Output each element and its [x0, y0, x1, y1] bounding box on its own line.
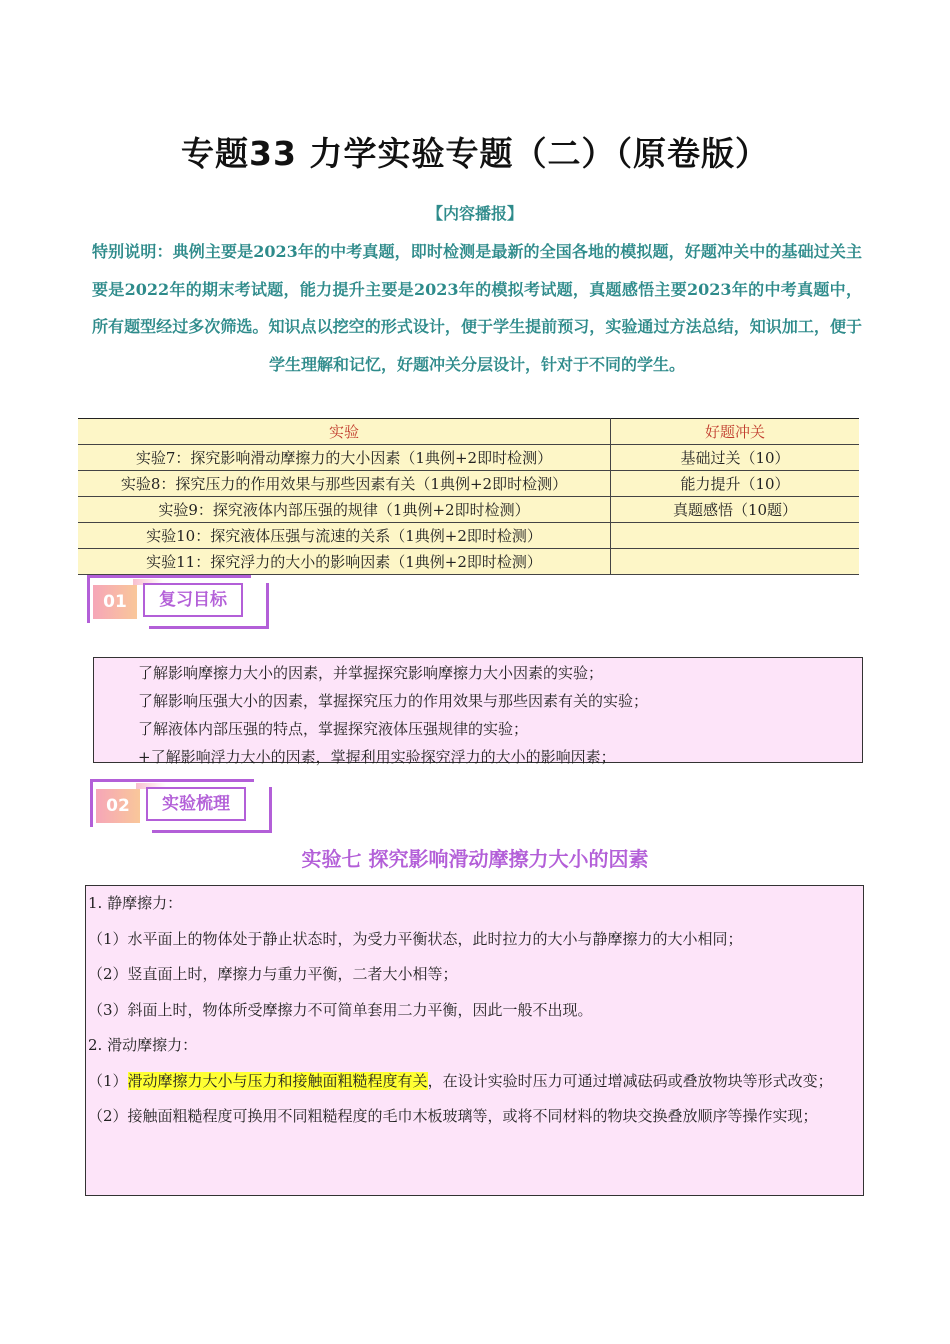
section-badge-review-goals [93, 575, 273, 630]
content-line-prefix: （1） [88, 1071, 128, 1090]
section-label: 实验梳理 [146, 787, 246, 821]
goal-item: 了解影响压强大小的因素，掌握探究压力的作用效果与那些因素有关的实验； [138, 692, 649, 710]
content-line-suffix: ，在设计实验时压力可通过增减砝码或叠放物块等形式改变； [427, 1071, 833, 1090]
section-number: 02 [96, 789, 140, 823]
table-cell: 实验8：探究压力的作用效果与那些因素有关（1典例+2即时检测） [78, 471, 611, 497]
special-note: 特别说明：典例主要是2023年的中考真题，即时检测是最新的全国各地的模拟题，好题冲关中的基础过关主要是2022年的期末考试题，能力提升主要是2023年的模拟考试题，真题感悟主要2023年的中考真题中，所有题型经过多次筛选。知识点以挖空的形式设计，便于学生提前预习，实验通过方法总结，知识加工，便于学生理解和记忆，好题冲关分层设计，针对于不同的学生。 [92, 242, 862, 374]
goal-item: 了解影响摩擦力大小的因素，并掌握探究影响摩擦力大小因素的实验； [138, 664, 604, 682]
section-badge-experiment-review [96, 779, 276, 834]
section-label: 复习目标 [143, 583, 243, 617]
page-title: 专题33 力学实验专题（二）（原卷版） [181, 134, 769, 173]
review-goals-box [93, 657, 863, 766]
content-line: 2. 滑动摩擦力： [88, 1036, 198, 1054]
content-line: 1. 静摩擦力： [88, 894, 183, 912]
table-row [78, 445, 859, 471]
content-line: （2）接触面粗糙程度可换用不同粗糙程度的毛巾木板玻璃等，或将不同材料的物块交换叠放顺序等操作实现； [88, 1107, 818, 1125]
content-broadcast-heading: 【内容播报】 [426, 204, 523, 223]
table-cell: 实验11：探究浮力的大小的影响因素（1典例+2即时检测） [78, 549, 611, 575]
table-cell [611, 523, 860, 549]
table-cell: 基础过关（10） [611, 445, 860, 471]
section-number: 01 [93, 585, 137, 619]
table-cell: 实验10：探究液体压强与流速的关系（1典例+2即时检测） [78, 523, 611, 549]
table-cell: 实验9：探究液体内部压强的规律（1典例+2即时检测） [78, 497, 611, 523]
goal-item: 了解液体内部压强的特点，掌握探究液体压强规律的实验； [138, 720, 529, 738]
table-header: 好题冲关 [611, 419, 860, 445]
table-row [78, 471, 859, 497]
table-cell: 实验7：探究影响滑动摩擦力的大小因素（1典例+2即时检测） [78, 445, 611, 471]
table-row [78, 523, 859, 549]
highlighted-text: 滑动摩擦力大小与压力和接触面粗糙程度有关 [127, 1071, 428, 1090]
table-cell: 真题感悟（10题） [611, 497, 860, 523]
content-line: （1）水平面上的物体处于静止状态时，为受力平衡状态，此时拉力的大小与静摩擦力的大小相同； [88, 929, 743, 948]
table-header-row [78, 419, 859, 445]
table-header: 实验 [78, 419, 611, 445]
experiment-title: 实验七 探究影响滑动摩擦力大小的因素 [301, 847, 649, 871]
goal-item: +了解影响浮力大小的因素，掌握利用实验探究浮力的大小的影响因素； [138, 748, 616, 766]
overview-table [78, 418, 859, 575]
content-line: （2）竖直面上时，摩擦力与重力平衡，二者大小相等； [88, 965, 458, 983]
table-cell: 能力提升（10） [611, 471, 860, 497]
content-line: （3）斜面上时，物体所受摩擦力不可简单套用二力平衡，因此一般不出现。 [88, 1000, 593, 1019]
content-line [88, 1064, 859, 1100]
table-row [78, 497, 859, 523]
table-row [78, 549, 859, 575]
table-cell [611, 549, 860, 575]
experiment-content-box [85, 885, 864, 1196]
